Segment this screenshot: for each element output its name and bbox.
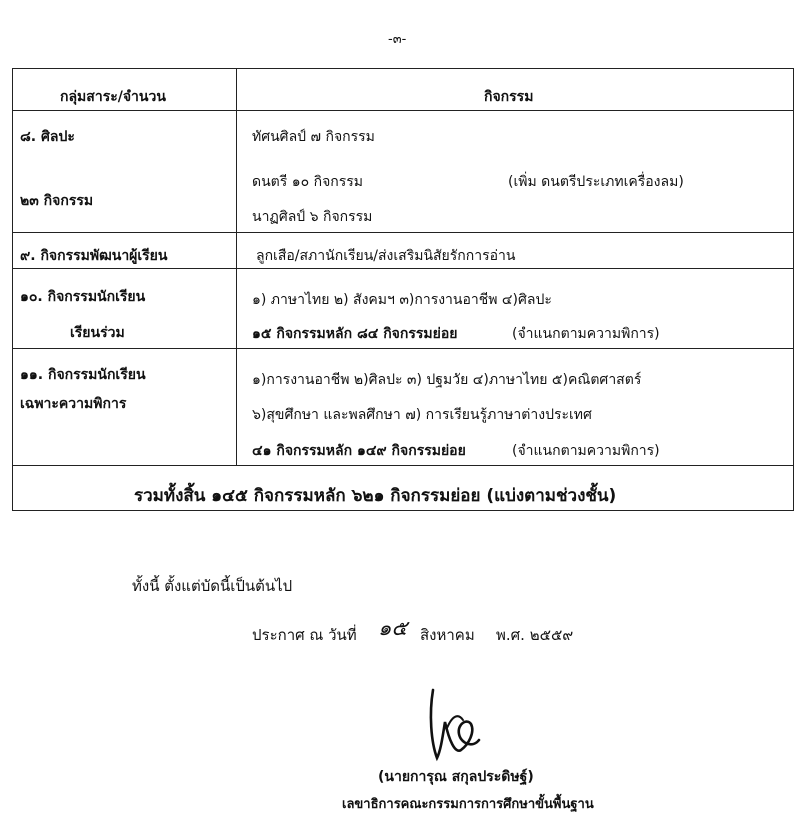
signature-image [425, 684, 485, 766]
header-group: กลุ่มสาระ/จำนวน [60, 89, 166, 105]
row11-group: ๑๑. กิจกรรมนักเรียน [20, 367, 146, 383]
row8-count: ๒๓ กิจกรรม [20, 193, 94, 209]
row9-group: ๙. กิจกรรมพัฒนาผู้เรียน [20, 248, 168, 264]
row8-activity-music: ดนตรี ๑๐ กิจกรรม [252, 174, 364, 190]
row11-summary-note: (จำแนกตามความพิการ) [512, 443, 660, 459]
row8-activity-music-note: (เพิ่ม ดนตรีประเภทเครื่องลม) [508, 174, 684, 190]
announce-prefix: ประกาศ ณ วันที่ [252, 626, 357, 644]
announce-day: ๑๕ [378, 616, 408, 640]
signer-name: (นายการุณ สกุลประดิษฐ์) [378, 769, 534, 785]
row10-summary: ๑๕ กิจกรรมหลัก ๘๔ กิจกรรมย่อย [252, 326, 458, 342]
row9-activity: ลูกเสือ/สภานักเรียน/ส่งเสริมนิสัยรักการอ่าน [256, 248, 516, 264]
row11-summary: ๔๑ กิจกรรมหลัก ๑๔๙ กิจกรรมย่อย [252, 443, 466, 459]
header-activity: กิจกรรม [484, 89, 534, 105]
row10-subjects: ๑) ภาษาไทย ๒) สังคมฯ ๓)การงานอาชีพ ๔)ศิลปะ [252, 292, 552, 308]
page-number: -๓- [388, 32, 407, 47]
row11-group-cont: เฉพาะความพิการ [20, 396, 127, 412]
row8-activity-dance: นาฏศิลป์ ๖ กิจกรรม [252, 209, 373, 225]
signer-title: เลขาธิการคณะกรรมการการศึกษาขั้นพื้นฐาน [342, 797, 594, 812]
row10-summary-note: (จำแนกตามความพิการ) [512, 326, 660, 342]
row11-subjects-1: ๑)การงานอาชีพ ๒)ศิลปะ ๓) ปฐมวัย ๔)ภาษาไทย ๕)คณิตศาสตร์ [252, 372, 642, 388]
row10-group: ๑๐. กิจกรรมนักเรียน [20, 289, 146, 305]
row8-activity-visual-art: ทัศนศิลป์ ๗ กิจกรรม [252, 129, 375, 145]
announce-month: สิงหาคม [420, 626, 475, 644]
row11-subjects-2: ๖)สุขศึกษา และพลศึกษา ๗) การเรียนรู้ภาษาต่างประเทศ [252, 407, 592, 423]
row8-group: ๘. ศิลปะ [20, 129, 75, 145]
table-total: รวมทั้งสิ้น ๑๔๕ กิจกรรมหลัก ๖๒๑ กิจกรรมย่อย (แบ่งตามช่วงชั้น) [134, 486, 617, 506]
row10-group-cont: เรียนร่วม [70, 325, 125, 341]
announce-year: พ.ศ. ๒๕๕๙ [496, 626, 574, 644]
effective-statement: ทั้งนี้ ตั้งแต่บัดนี้เป็นต้นไป [132, 577, 293, 595]
